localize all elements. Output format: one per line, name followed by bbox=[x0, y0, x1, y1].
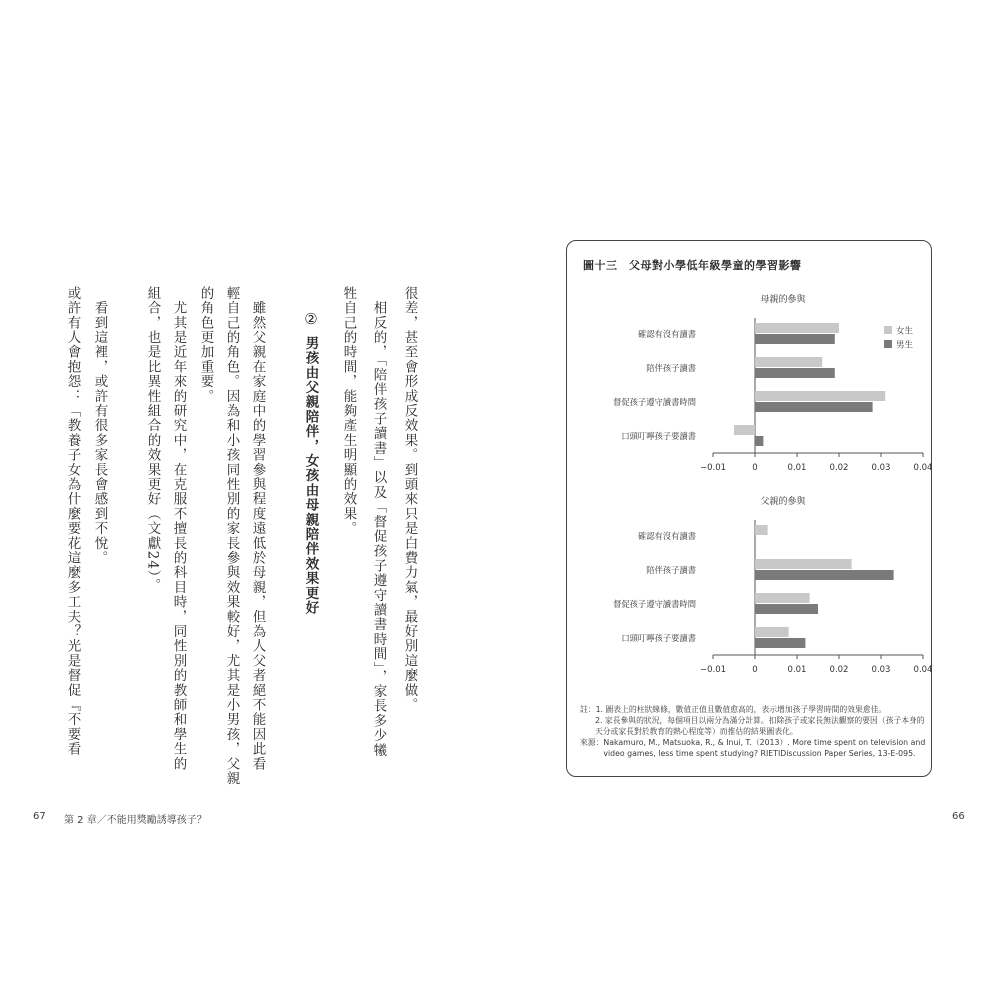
chapter-running-head: 第 2 章／不能用獎勵誘導孩子？ bbox=[64, 815, 207, 826]
chart-2-category-label: 確認有沒有讀書 bbox=[637, 531, 696, 541]
text-column-7: 尤其是近年來的研究中，在克服不擅長的科目時，同性別的教師和學生的 bbox=[170, 286, 187, 772]
chart-2-tick-label: 0 bbox=[752, 665, 758, 675]
chart-1-category-label: 陪伴孩子讀書 bbox=[646, 363, 696, 373]
source-note bbox=[580, 737, 930, 759]
chart-1-bar-girl bbox=[755, 391, 885, 401]
chart-2-bar-boy bbox=[755, 638, 805, 648]
note-1-text: 1. 圖表上的柱狀線條，數值正值且數值愈高的，表示增加孩子學習時間的效果愈佳。 bbox=[595, 705, 887, 714]
note-2 bbox=[580, 715, 930, 737]
chart-1-tick-label: 0.02 bbox=[829, 463, 849, 473]
note-1 bbox=[580, 704, 930, 715]
chart-1-bar-boy bbox=[755, 436, 763, 446]
text-column-10: 或許有人會抱怨：「教養子女為什麼要花這麼多工夫？光是督促『不要看 bbox=[64, 286, 81, 757]
chart-1-category-label: 督促孩子遵守讀書時間 bbox=[613, 397, 696, 407]
chart-1-bar-girl bbox=[734, 425, 755, 435]
chart-2-tick-label: 0.04 bbox=[913, 665, 933, 675]
legend-swatch-girl bbox=[884, 326, 892, 334]
text-column-3: 牲自己的時間，能夠產生明顯的效果。 bbox=[340, 286, 357, 536]
chart-2-tick-label: 0.01 bbox=[787, 665, 807, 675]
figure-notes bbox=[580, 704, 930, 759]
chart-2-category-label: 口頭叮嚀孩子要讀書 bbox=[621, 633, 696, 643]
chart-2-bar-girl bbox=[755, 559, 852, 569]
chart-2-tick-label: 0.02 bbox=[829, 665, 849, 675]
chart-2-title: 父親的參與 bbox=[760, 497, 806, 507]
legend-swatch-boy bbox=[884, 340, 892, 348]
chart-2-bar-girl bbox=[755, 627, 789, 637]
text-column-5: 輕自己的角色。因為和小孩同性別的家長參與效果較好，尤其是小男孩，父親 bbox=[223, 286, 240, 786]
chart-1-tick-label: 0.04 bbox=[913, 463, 933, 473]
left-page-number: 67 bbox=[33, 811, 46, 822]
text-column-9: 看到這裡，或許有很多家長會感到不悅。 bbox=[91, 286, 108, 566]
chart-1-bar-boy bbox=[755, 402, 873, 412]
figure-title: 圖十三 父母對小學低年級學童的學習影響 bbox=[583, 259, 802, 272]
chart-2-tick-label: −0.01 bbox=[699, 665, 727, 675]
chart-2-tick-label: 0.03 bbox=[871, 665, 891, 675]
chart-1-bar-boy bbox=[755, 368, 835, 378]
text-column-2: 相反的，「陪伴孩子讀書」以及「督促孩子遵守讀書時間」，家長多少犧 bbox=[370, 286, 387, 758]
chart-2-bar-boy bbox=[755, 570, 894, 580]
chart-2-bar-girl bbox=[755, 593, 810, 603]
chart-2-category-label: 督促孩子遵守讀書時間 bbox=[613, 599, 696, 609]
section-heading: 男孩由父親陪伴，女孩由母親陪伴效果更好 bbox=[302, 336, 319, 616]
chart-1-tick-label: 0.03 bbox=[871, 463, 891, 473]
chart-1-tick-label: 0.01 bbox=[787, 463, 807, 473]
legend-label-girl: 女生 bbox=[896, 326, 914, 337]
chart-1-category-label: 口頭叮嚀孩子要讀書 bbox=[621, 431, 696, 441]
text-column-1: 很差，甚至會形成反效果。到頭來只是白費力氣，最好別這麼做。 bbox=[401, 286, 418, 713]
chart-1-bar-girl bbox=[755, 357, 822, 367]
chart-1-title: 母親的參與 bbox=[760, 295, 806, 305]
legend-label-boy: 男生 bbox=[896, 340, 914, 351]
source-text: Nakamuro, M., Matsuoka, R., & Inui, T.（2013）. More time spent on television and video games, less time spent studying? RIETIDiscussion Paper Series, 13-E-095. bbox=[603, 738, 926, 758]
chart-1-tick-label: 0 bbox=[752, 463, 758, 473]
source-label: 來源： bbox=[580, 738, 604, 747]
right-page-number: 66 bbox=[952, 811, 965, 822]
chart-2-bar-girl bbox=[755, 525, 768, 535]
figure-charts bbox=[566, 280, 932, 690]
chart-1-category-label: 確認有沒有讀書 bbox=[637, 329, 696, 339]
chart-2-bar-boy bbox=[755, 604, 818, 614]
note-2-text: 2. 家長參與的狀況，每個項目以兩分為滿分計算。扣除孩子或家長無法觀察的要因（孩子本身的天分或家長對於教育的熱心程度等）而推估的結果圖表化。 bbox=[595, 716, 925, 736]
chart-2-category-label: 陪伴孩子讀書 bbox=[646, 565, 696, 575]
note-1-label: 註： bbox=[580, 705, 596, 714]
text-column-6: 的角色更加重要。 bbox=[197, 286, 214, 404]
text-column-8: 組合，也是比異性組合的效果更好（文獻24）。 bbox=[144, 286, 161, 593]
chart-1-bar-boy bbox=[755, 334, 835, 344]
text-column-4: 雖然父親在家庭中的學習參與程度遠低於母親，但為人父者絕不能因此看 bbox=[249, 286, 266, 772]
chart-1-tick-label: −0.01 bbox=[699, 463, 727, 473]
chart-1-bar-girl bbox=[755, 323, 839, 333]
section-number: ② bbox=[302, 310, 320, 330]
